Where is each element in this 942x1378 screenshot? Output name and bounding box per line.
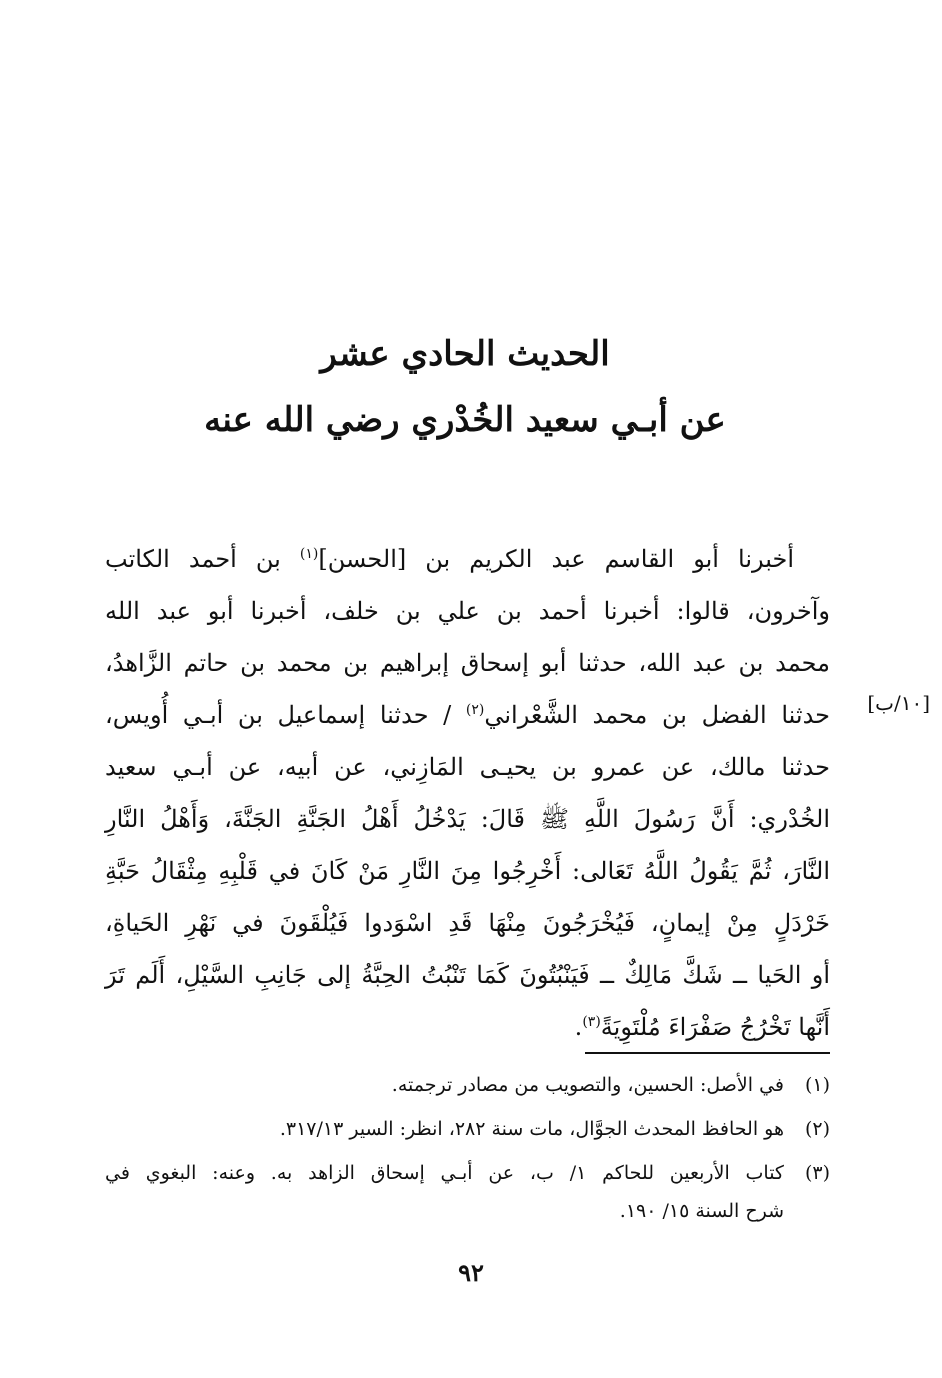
- hadith-title: الحديث الحادي عشر: [320, 334, 610, 374]
- footnote-1: [105, 1066, 830, 1104]
- footnote-number: (٣): [804, 1162, 830, 1184]
- hadith-text: [105, 535, 830, 1055]
- text-segment: .: [574, 1013, 583, 1041]
- footnote-line: كتاب الأربعين للحاكم ١/ ب، عن أبـي إسحاق الزاهد به. وعنه: البغوي في: [105, 1162, 784, 1184]
- text-segment: / حدثنا إسماعيل بن أبـي أُويس،: [105, 701, 466, 729]
- text-line: [105, 535, 830, 587]
- hadith-subtitle: عن أبـي سعيد الخُدْري رضي الله عنه: [204, 400, 726, 440]
- text-line: الخُدْري: أَنَّ رَسُولَ اللَّهِ ﷺ قَالَ: يَدْخُلُ أَهْلُ الجَنَّةِ الجَنَّةَ، وَأَهْلُ النَّارِ: [105, 805, 830, 833]
- text-line: النَّارَ، ثُمَّ يَقُولُ اللَّهُ تَعَالى: أَخْرِجُوا مِنَ النَّارِ مَنْ كَانَ في قَلْبِهِ مِثْقَالُ حَبَّةِ: [105, 857, 830, 885]
- footnote-text: [105, 1110, 784, 1148]
- text-line: وآخرون، قالوا: أخبرنا أحمد بن علي بن خلف، أخبرنا أبو عبد الله: [105, 597, 831, 625]
- footnote-divider: [585, 1052, 830, 1054]
- text-segment: بن أحمد الكاتب: [105, 545, 300, 573]
- text-line: [105, 691, 830, 743]
- footnotes: [105, 1066, 830, 1236]
- footnote-number: (٢): [804, 1118, 830, 1140]
- footnote-line: شرح السنة ١٥/ ١٩٠.: [619, 1200, 784, 1222]
- footnote-text: [105, 1154, 784, 1230]
- text-line: أو الحَيا ــ شَكَّ مَالِكٌ ــ فَيَنْبُتُونَ كَمَا تَنْبُتُ الحِبَّةُ إلى جَانِبِ السَّيْلِ، أَلَم تَرَ: [105, 961, 830, 989]
- footnote-ref-1: (١): [299, 546, 319, 562]
- footnote-number: (١): [804, 1074, 830, 1096]
- text-segment: أخبرنا أبو القاسم عبد الكريم بن [الحسن]: [318, 545, 794, 573]
- text-segment: أَنَّها تَخْرُجُ صَفْرَاءَ مُلْتَوِيَةً: [600, 1013, 830, 1041]
- text-line: [105, 1003, 830, 1055]
- text-line: محمد بن عبد الله، حدثنا أبو إسحاق إبراهيم بن محمد بن حاتم الزَّاهدُ،: [105, 649, 830, 677]
- page-number: ٩٢: [458, 1258, 484, 1287]
- footnote-ref-2: (٢): [465, 702, 485, 718]
- footnote-line: في الأصل: الحسين، والتصويب من مصادر ترجمته.: [391, 1074, 784, 1096]
- footnote-3: [105, 1154, 830, 1230]
- text-line: حدثنا مالك، عن عمرو بن يحيـى المَازِني، عن أبيه، عن أبـي سعيد: [105, 753, 830, 781]
- footnote-ref-3: (٣): [582, 1014, 601, 1030]
- footnote-line: هو الحافظ المحدث الجوَّال، مات سنة ٢٨٢، انظر: السير ٣١٧/١٣.: [279, 1118, 784, 1140]
- footnote-2: [105, 1110, 830, 1148]
- text-line: خَرْدَلٍ مِنْ إيمانٍ، فَيُخْرَجُونَ مِنْهَا قَدِ اسْوَدوا فَيُلْقَونَ في نَهْرِ الحَياةِ،: [105, 909, 830, 937]
- manuscript-folio-marker: [١٠/ب]: [867, 691, 930, 715]
- text-segment: حدثنا الفضل بن محمد الشَّعْراني: [484, 701, 831, 729]
- footnote-text: [105, 1066, 784, 1104]
